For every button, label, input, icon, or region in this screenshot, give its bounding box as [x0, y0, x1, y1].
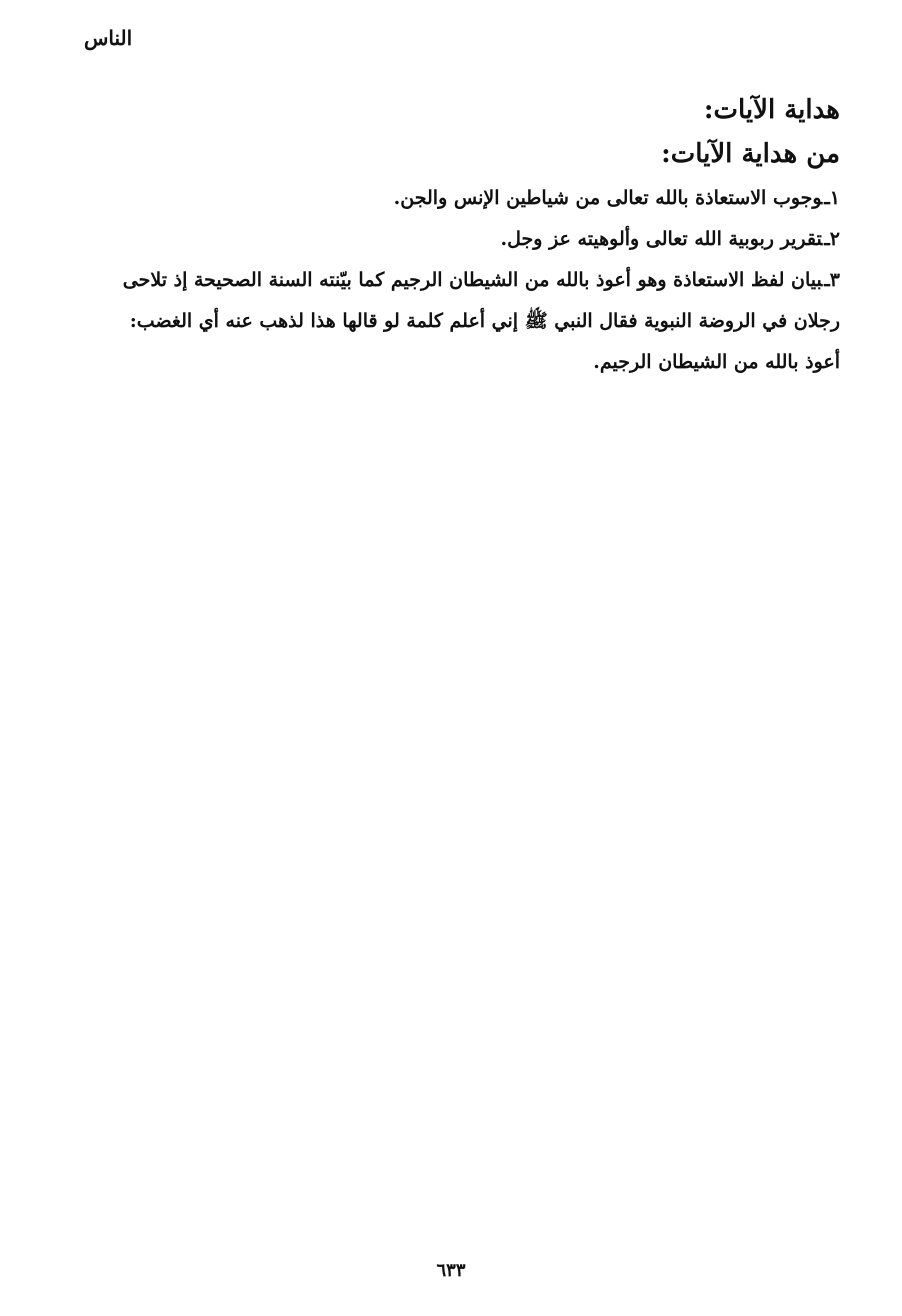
- page-number: ٦٣٣: [436, 1260, 466, 1281]
- item-number: ٢ـ: [824, 228, 840, 250]
- item-text-line-3: أعوذ بالله من الشيطان الرجيم.: [593, 351, 840, 373]
- page-content: [78, 88, 840, 383]
- item-text-line-2: رجلان في الروضة النبوية فقال النبي ﷺ إني أعلم كلمة لو قالها هذا لذهب عنه أي الغضب:: [129, 310, 840, 332]
- list-item-3-continuation: [78, 301, 840, 342]
- item-text: وجوب الاستعاذة بالله تعالى من شياطين الإنس والجن.: [393, 187, 823, 209]
- list-item-3-continuation: [78, 342, 840, 383]
- list-item-3: [78, 260, 840, 301]
- list-item-1: [78, 178, 840, 219]
- list-item-2: [78, 219, 840, 260]
- item-number: ١ـ: [824, 187, 840, 209]
- item-text-line-1: بيان لفظ الاستعاذة وهو أعوذ بالله من الشيطان الرجيم كما بيّنته السنة الصحيحة إذ تلاحى: [122, 269, 823, 291]
- item-text: تقرير ربوبية الله تعالى وألوهيته عز وجل.: [500, 228, 823, 250]
- subsection-heading: من هداية الآيات:: [661, 139, 840, 169]
- running-header: الناس: [84, 26, 133, 50]
- section-heading: هداية الآيات:: [703, 95, 840, 125]
- guidance-list: [78, 178, 840, 383]
- item-number: ٣ـ: [824, 269, 840, 291]
